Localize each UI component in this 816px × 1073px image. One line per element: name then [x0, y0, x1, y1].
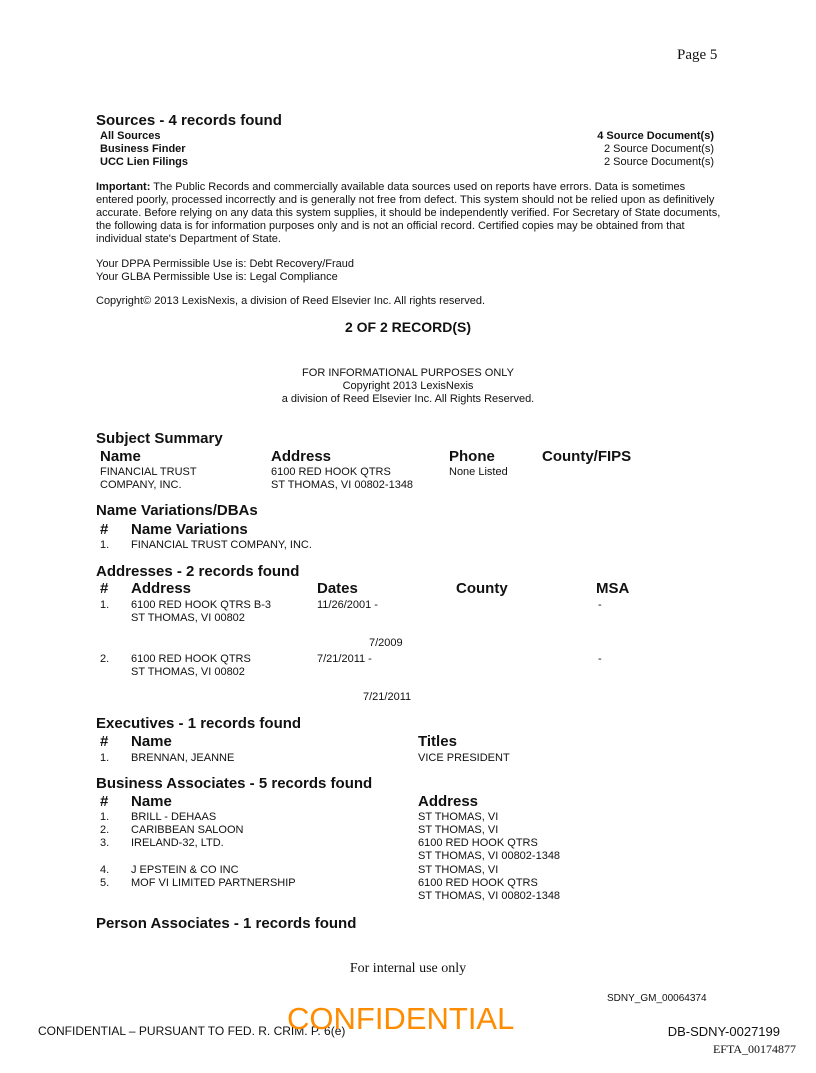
internal-use-note: For internal use only	[349, 961, 467, 976]
col-header-dates: Dates	[317, 580, 358, 597]
associate-address: ST THOMAS, VI	[418, 824, 499, 836]
important-label: Important:	[96, 181, 151, 193]
person-associates-title: Person Associates - 1 records found	[96, 915, 357, 932]
row-number: 1.	[100, 539, 110, 551]
name-variation: FINANCIAL TRUST COMPANY, INC.	[131, 539, 312, 551]
row-number: 3.	[100, 837, 110, 849]
row-number: 2.	[100, 824, 110, 836]
name-variations-title: Name Variations/DBAs	[96, 502, 258, 519]
subject-name-cont: COMPANY, INC.	[100, 479, 182, 491]
col-header-titles: Titles	[418, 733, 457, 750]
col-header-num: #	[100, 580, 109, 597]
row-number: 1.	[100, 811, 110, 823]
row-number: 1.	[100, 752, 110, 764]
source-name: Business Finder	[100, 143, 186, 155]
bates-number-sdny-gm: SDNY_GM_00064374	[607, 993, 707, 1004]
subject-address: 6100 RED HOOK QTRS	[271, 466, 391, 478]
row-number: 1.	[100, 599, 110, 611]
bates-number-db-sdny: DB-SDNY-0027199	[667, 1024, 780, 1039]
associate-name: BRILL - DEHAAS	[131, 811, 217, 823]
executives-title: Executives - 1 records found	[96, 715, 302, 732]
associate-address: ST THOMAS, VI	[418, 811, 499, 823]
row-number: 4.	[100, 864, 110, 876]
col-header-name: Name	[131, 793, 172, 810]
col-header-address: Address	[131, 580, 192, 597]
subject-address-cont: ST THOMAS, VI 00802-1348	[271, 479, 414, 491]
msa-value: -	[598, 653, 602, 665]
addresses-title: Addresses - 2 records found	[96, 563, 300, 580]
date-end: 7/21/2011	[363, 691, 412, 703]
source-count: 2 Source Document(s)	[603, 143, 714, 155]
col-header-name: Name	[131, 733, 172, 750]
bates-number-efta: EFTA_00174877	[712, 1042, 796, 1056]
col-header-num: #	[100, 733, 109, 750]
col-header-num: #	[100, 793, 109, 810]
address-line-cont: ST THOMAS, VI 00802	[131, 666, 245, 678]
glba-use: Your GLBA Permissible Use is: Legal Compliance	[96, 271, 338, 283]
col-header-num: #	[100, 521, 109, 538]
col-header-name-variations: Name Variations	[131, 521, 248, 538]
subject-summary-title: Subject Summary	[96, 430, 223, 447]
address-line-cont: ST THOMAS, VI 00802	[131, 612, 245, 624]
important-text: The Public Records and commercially available data sources used on reports have errors. Data is sometimes entered poorly, processed incorrectly and is generally not free from defect. This system should not be relied upon as definitively accurate. Before relying on any data this system supplies, it should be independently verified. For Secretary of State documents, the following data is for information purposes only and is not an official record. Certified copies may be obtained from that individual state's Department of State.	[96, 181, 721, 245]
associate-address: 6100 RED HOOK QTRS	[418, 837, 538, 849]
source-count: 2 Source Document(s)	[603, 156, 714, 168]
important-notice	[96, 181, 724, 246]
source-name: All Sources	[100, 130, 161, 142]
date-start: 11/26/2001 -	[317, 599, 378, 611]
associate-name: IRELAND-32, LTD.	[131, 837, 224, 849]
col-header-county: County	[456, 580, 508, 597]
associate-address: 6100 RED HOOK QTRS	[418, 877, 538, 889]
subject-name: FINANCIAL TRUST	[100, 466, 197, 478]
col-header-phone: Phone	[449, 448, 495, 465]
date-end: 7/2009	[369, 637, 403, 649]
source-name: UCC Lien Filings	[100, 156, 188, 168]
confidential-footer-text: CONFIDENTIAL – PURSUANT TO FED. R. CRIM. P. 6(e)	[38, 1024, 346, 1038]
associate-name: CARIBBEAN SALOON	[131, 824, 244, 836]
col-header-county-fips: County/FIPS	[542, 448, 632, 465]
info-line-1: FOR INFORMATIONAL PURPOSES ONLY	[302, 367, 514, 379]
col-header-address: Address	[418, 793, 479, 810]
copyright-line: Copyright© 2013 LexisNexis, a division of Reed Elsevier Inc. All rights reserved.	[96, 295, 486, 307]
row-number: 2.	[100, 653, 110, 665]
date-start: 7/21/2011 -	[317, 653, 372, 665]
address-line: 6100 RED HOOK QTRS B-3	[131, 599, 271, 611]
associate-address-cont: ST THOMAS, VI 00802-1348	[418, 890, 561, 902]
info-line-3: a division of Reed Elsevier Inc. All Rights Reserved.	[281, 393, 535, 405]
sources-title: Sources - 4 records found	[96, 112, 282, 129]
business-associates-title: Business Associates - 5 records found	[96, 775, 373, 792]
record-heading: 2 OF 2 RECORD(S)	[344, 319, 471, 335]
info-line-2: Copyright 2013 LexisNexis	[342, 380, 474, 392]
msa-value: -	[598, 599, 602, 611]
col-header-msa: MSA	[596, 580, 630, 597]
col-header-address: Address	[271, 448, 332, 465]
row-number: 5.	[100, 877, 110, 889]
address-line: 6100 RED HOOK QTRS	[131, 653, 251, 665]
associate-name: MOF VI LIMITED PARTNERSHIP	[131, 877, 296, 889]
associate-name: J EPSTEIN & CO INC	[131, 864, 239, 876]
associate-address: ST THOMAS, VI	[418, 864, 499, 876]
executive-title: VICE PRESIDENT	[418, 752, 510, 764]
source-count: 4 Source Document(s)	[597, 130, 714, 142]
subject-phone: None Listed	[449, 466, 508, 478]
associate-address-cont: ST THOMAS, VI 00802-1348	[418, 850, 561, 862]
confidential-stamp: CONFIDENTIAL	[287, 1001, 515, 1036]
col-header-name: Name	[100, 448, 141, 465]
executive-name: BRENNAN, JEANNE	[131, 752, 235, 764]
dppa-use: Your DPPA Permissible Use is: Debt Recovery/Fraud	[96, 258, 354, 270]
page-number: Page 5	[677, 47, 718, 63]
